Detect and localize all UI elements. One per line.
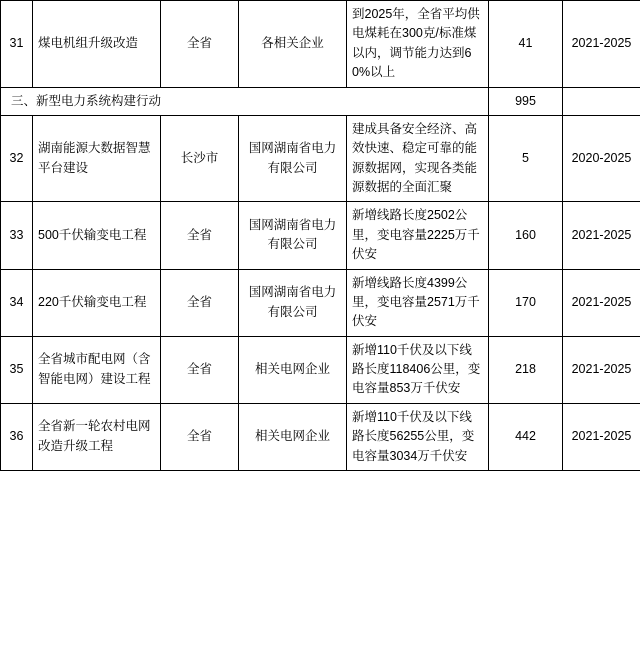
project-target: 建成具备安全经济、高效快速、稳定可靠的能源数据网，实现各类能源数据的全面汇聚 <box>347 115 489 202</box>
project-area: 长沙市 <box>161 115 239 202</box>
project-name: 500千伏输变电工程 <box>33 202 161 269</box>
project-investment: 5 <box>489 115 563 202</box>
row-number: 36 <box>1 403 33 470</box>
project-name: 220千伏输变电工程 <box>33 269 161 336</box>
project-investment: 218 <box>489 336 563 403</box>
row-number: 34 <box>1 269 33 336</box>
table-row <box>1 115 640 202</box>
project-area: 全省 <box>161 269 239 336</box>
project-target: 新增线路长度2502公里，变电容量2225万千伏安 <box>347 202 489 269</box>
project-target: 到2025年，全省平均供电煤耗在300克/标准煤以内，调节能力达到60%以上 <box>347 1 489 88</box>
table-row <box>1 269 640 336</box>
project-years: 2021-2025 <box>563 269 640 336</box>
project-investment: 160 <box>489 202 563 269</box>
project-name: 全省新一轮农村电网改造升级工程 <box>33 403 161 470</box>
project-unit: 国网湖南省电力有限公司 <box>239 202 347 269</box>
table-row <box>1 403 640 470</box>
project-name: 全省城市配电网（含智能电网）建设工程 <box>33 336 161 403</box>
table-section-row <box>1 87 640 115</box>
project-investment: 170 <box>489 269 563 336</box>
project-name: 湖南能源大数据智慧平台建设 <box>33 115 161 202</box>
row-number: 31 <box>1 1 33 88</box>
project-years: 2021-2025 <box>563 202 640 269</box>
project-investment: 442 <box>489 403 563 470</box>
project-years: 2021-2025 <box>563 1 640 88</box>
row-number: 33 <box>1 202 33 269</box>
project-years: 2021-2025 <box>563 336 640 403</box>
project-unit: 相关电网企业 <box>239 403 347 470</box>
project-unit: 相关电网企业 <box>239 336 347 403</box>
project-area: 全省 <box>161 1 239 88</box>
project-target: 新增110千伏及以下线路长度118406公里，变电容量853万千伏安 <box>347 336 489 403</box>
project-area: 全省 <box>161 336 239 403</box>
project-years: 2021-2025 <box>563 403 640 470</box>
table-body <box>1 1 640 471</box>
project-unit: 国网湖南省电力有限公司 <box>239 115 347 202</box>
row-number: 35 <box>1 336 33 403</box>
table-row <box>1 336 640 403</box>
table-row <box>1 202 640 269</box>
project-area: 全省 <box>161 403 239 470</box>
project-name: 煤电机组升级改造 <box>33 1 161 88</box>
section-investment: 995 <box>489 87 563 115</box>
row-number: 32 <box>1 115 33 202</box>
project-area: 全省 <box>161 202 239 269</box>
section-years <box>563 87 640 115</box>
project-target: 新增110千伏及以下线路长度56255公里，变电容量3034万千伏安 <box>347 403 489 470</box>
section-title: 三、新型电力系统构建行动 <box>1 87 489 115</box>
project-unit: 各相关企业 <box>239 1 347 88</box>
project-target: 新增线路长度4399公里，变电容量2571万千伏安 <box>347 269 489 336</box>
project-years: 2020-2025 <box>563 115 640 202</box>
table-row <box>1 1 640 88</box>
project-investment: 41 <box>489 1 563 88</box>
project-unit: 国网湖南省电力有限公司 <box>239 269 347 336</box>
